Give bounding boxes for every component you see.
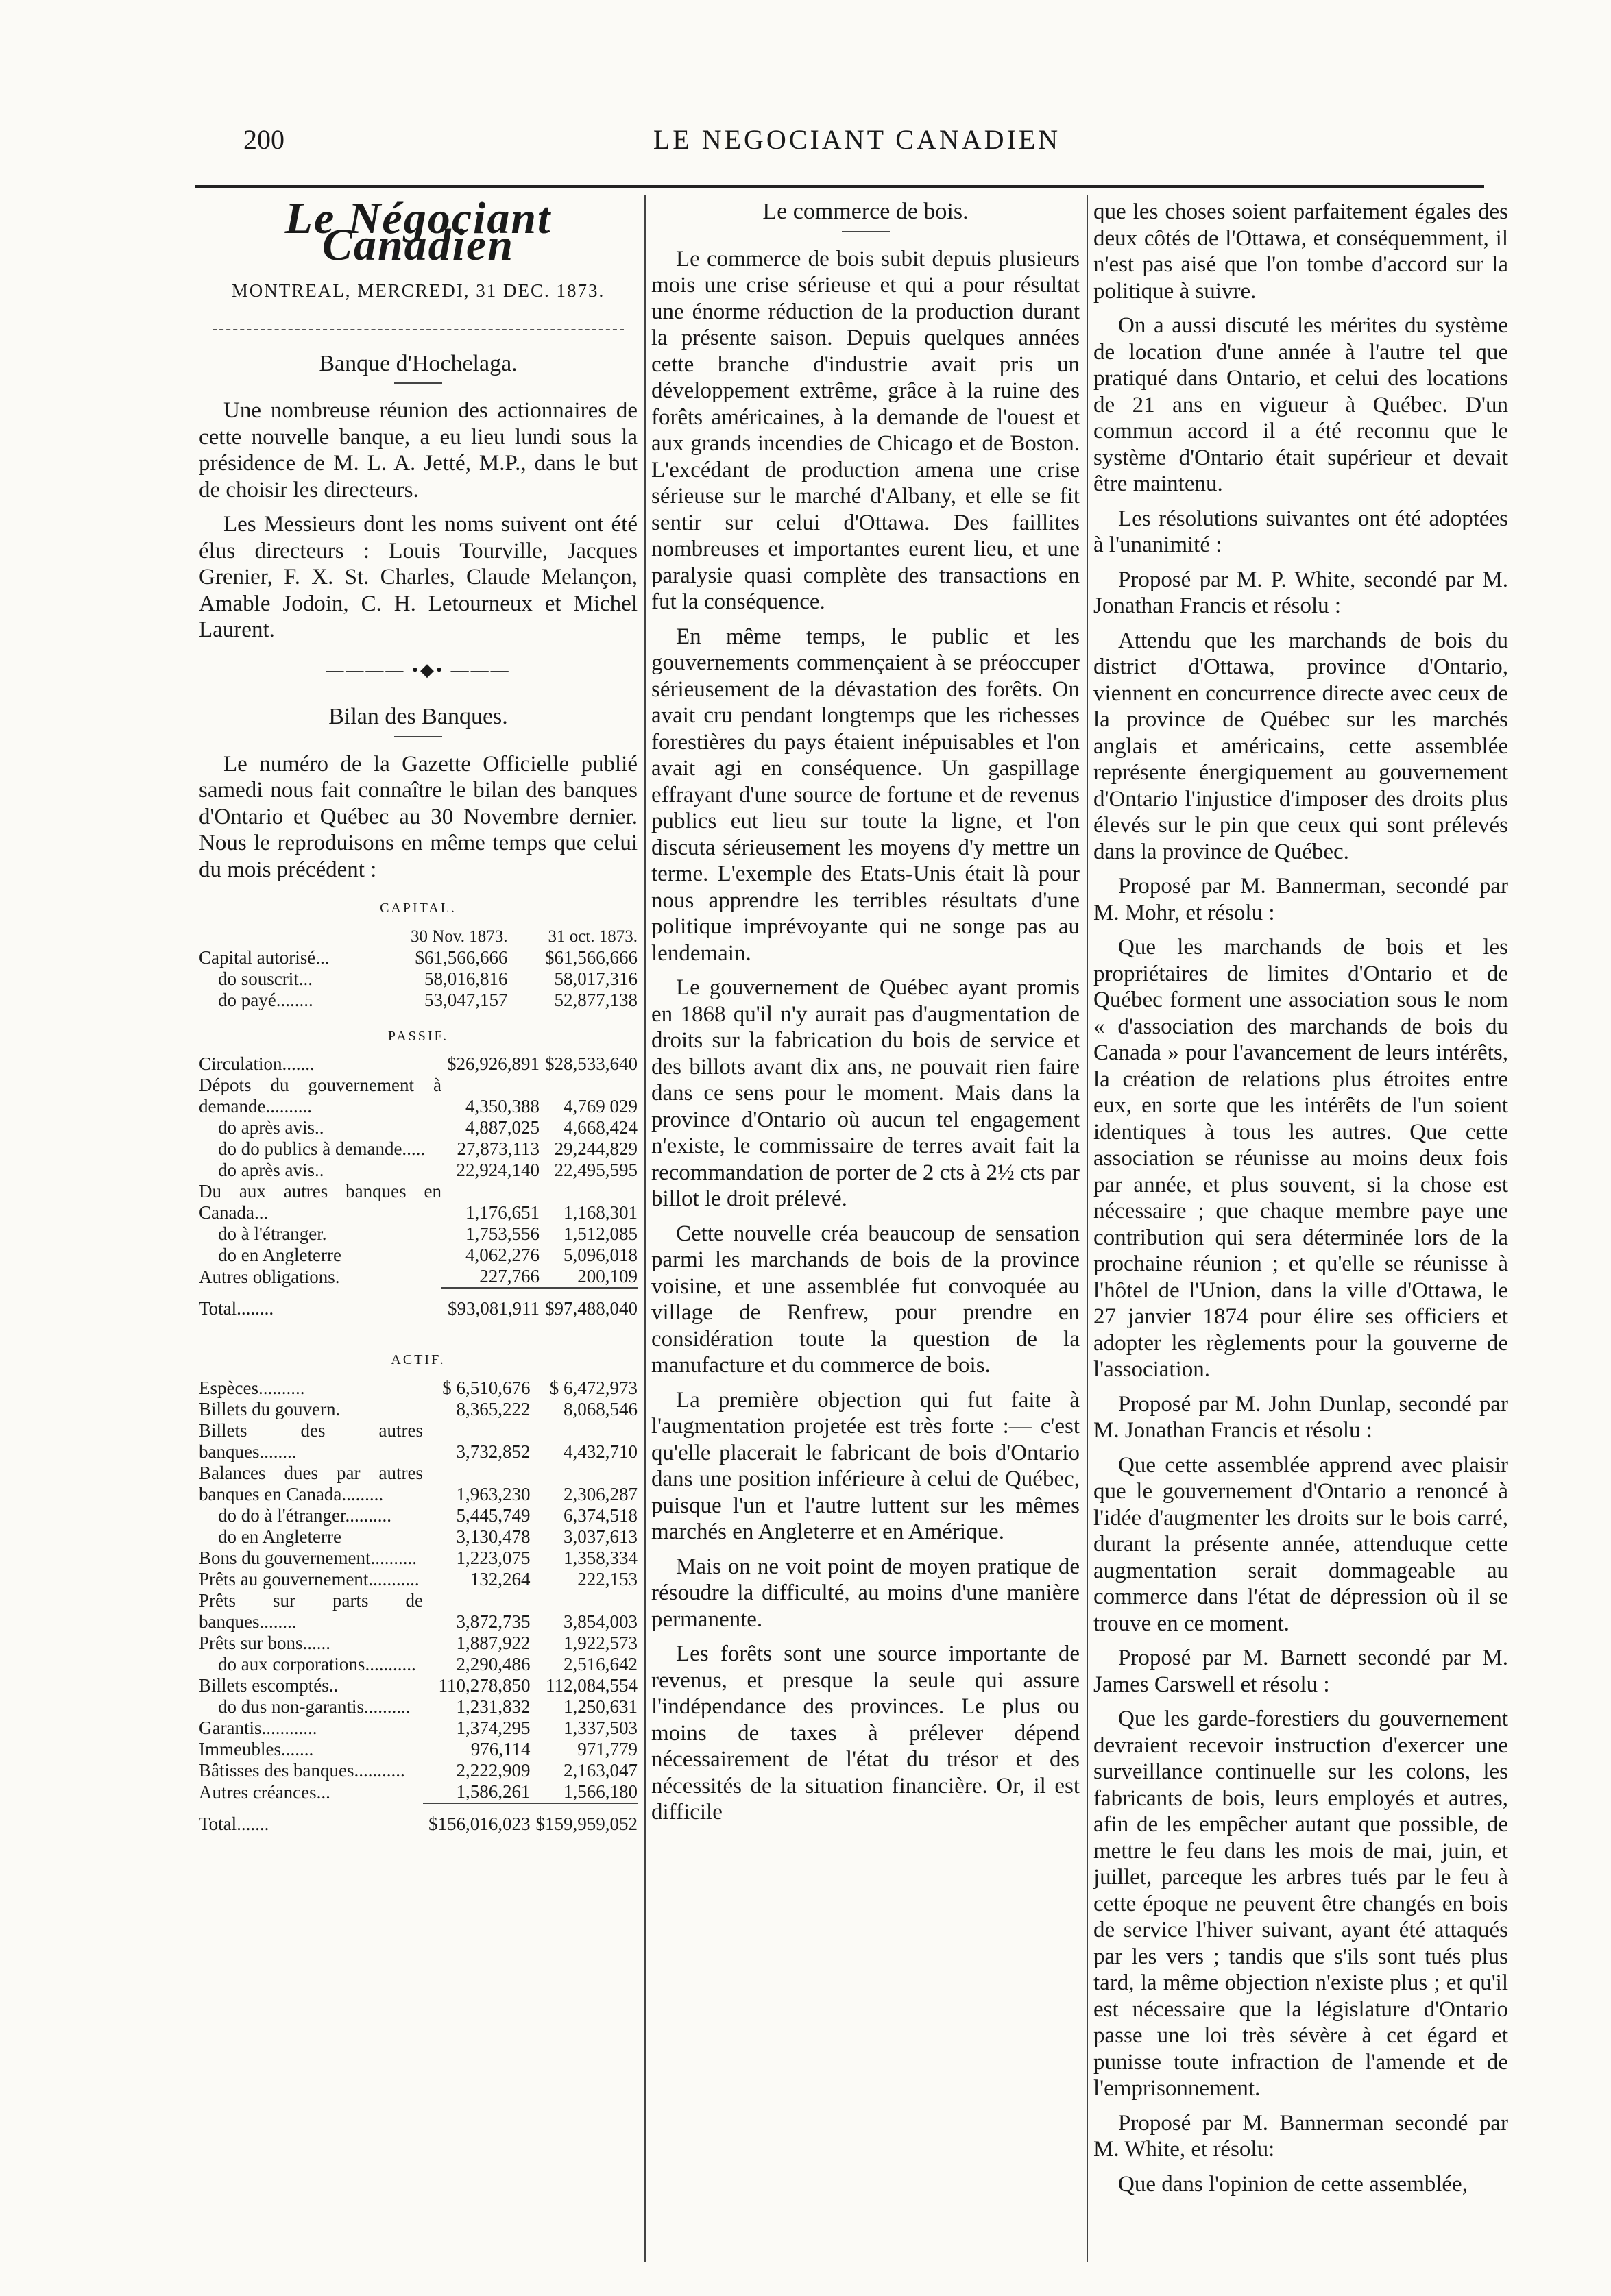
value-nov: 8,365,222	[456, 1398, 531, 1419]
table-row	[199, 1399, 638, 1420]
row-label: Billets du gouvern.	[199, 1398, 341, 1419]
table-row	[199, 1760, 638, 1781]
article-paragraph: Les Messieurs dont les noms suivent ont été élus directeurs : Louis Tourville, Jacques Grenier, F. X. St. Charles, Claude Melançon, Amable Jodoin, C. H. Letourneux et Michel Laurent.	[199, 512, 638, 642]
value-oct: 1,512,085	[564, 1223, 638, 1244]
row-label: Balances dues par autres banques en Canada.........	[199, 1462, 423, 1504]
article-paragraph: Proposé par M. Bannerman secondé par M. White, et résolu:	[1093, 2110, 1508, 2162]
table-heading-capital: CAPITAL.	[380, 901, 457, 916]
table-row	[199, 1526, 638, 1548]
table-row	[199, 1245, 638, 1266]
row-label: Billets des autres banques........	[199, 1419, 423, 1462]
value-nov: 1,374,295	[456, 1717, 531, 1738]
article-title-hochelaga: Banque d'Hochelaga.	[319, 350, 518, 376]
value-oct: 2,306,287	[564, 1483, 638, 1504]
table-row	[199, 1266, 638, 1288]
table-row	[199, 1117, 638, 1138]
article-paragraph: Que les garde-forestiers du gouvernement devraient recevoir instruction d'exercer une surveillance continuelle sur les colons, les fabricants de bois, leurs employés et autres, afin de les empêcher autant que possible, de mettre le feu dans les mois de mai, juin, et juillet, parceque les arbres tués par le feu à cette époque ne peuvent être changés en bois de service l'hiver suivant, ayant été attaqués par les vers ; tandis que s'ils sont tués plus tard, la même objection n'existe plus ; et qu'il est nécessaire que la législature d'Ontario passe une loi très sévère à cet égard et punisse toute infraction de l'amende et de l'emprisonnement.	[1093, 1707, 1508, 2101]
value-nov: 1,963,230	[456, 1483, 531, 1504]
table-row	[199, 1181, 638, 1223]
value-oct: 58,017,316	[554, 968, 638, 989]
row-label: Autres obligations.	[199, 1267, 340, 1287]
row-label: Espèces..........	[199, 1377, 305, 1398]
value-oct: 1,337,503	[564, 1717, 638, 1738]
article-paragraph: Les forêts sont une source importante de revenus, et presque la seule qui assure l'indépendance des provinces. Le plus ou moins de taxes à prélever dépend nécessairement de l'état du trésor et des nécessités de la situation financière. Or, il est difficile	[651, 1641, 1080, 1824]
value-oct: 1,168,301	[564, 1202, 638, 1223]
section-divider	[213, 329, 624, 330]
value-oct: 5,096,018	[564, 1245, 638, 1265]
row-label: do en Angleterre	[218, 1526, 341, 1547]
masthead: Le Négociant Canadien	[284, 193, 552, 270]
title-rule	[394, 382, 442, 384]
article-paragraph: On a aussi discuté les mérites du système de location d'une année à l'autre tel que pratiqué dans Ontario, et celui des locations de 21 ans en vigueur à Québec. D'un commun accord il a été reconnu que le système d'Ontario était supérieur et devait être maintenu.	[1093, 313, 1508, 496]
value-oct: 112,084,554	[546, 1674, 638, 1696]
table-row	[199, 1053, 638, 1075]
header-rule	[195, 185, 1484, 188]
row-label: Dépots du gouvernement à demande..........	[199, 1075, 441, 1116]
article-paragraph: Proposé par M. John Dunlap, secondé par M. Jonathan Francis et résolu :	[1093, 1391, 1508, 1443]
value-oct: 29,244,829	[554, 1138, 638, 1159]
value-nov: 58,016,816	[424, 968, 508, 989]
row-label: do souscrit...	[218, 968, 313, 989]
ornament-divider: ———— •◆• ———	[326, 659, 511, 680]
table-row	[199, 1505, 638, 1526]
value-nov: 22,924,140	[456, 1160, 540, 1180]
value-nov: 2,290,486	[456, 1653, 531, 1674]
table-row	[199, 1548, 638, 1569]
value-nov: $ 6,510,676	[442, 1377, 531, 1398]
article-paragraph: En même temps, le public et les gouvernements commençaient à se préoccuper sérieusement de la dévastation des forêts. On avait cru pendant longtemps que les richesses forestières du pays étaient inépuisables et l'on avait agi en conséquence. Un gaspillage effrayant d'une source de fortune et de revenus publics eut lieu sur toute la ligne, et l'on discuta sérieusement les moyens d'y mettre un terme. L'exemple des Etats-Unis était là pour nous apprendre les terribles résultats d'une politique imprévoyante qui ne songe pas au lendemain.	[651, 624, 1080, 966]
article-paragraph: Une nombreuse réunion des actionnaires de cette nouvelle banque, a eu lieu lundi sous la présidence de M. L. A. Jetté, M.P., dans le but de choisir les directeurs.	[199, 398, 638, 502]
value-nov: 3,130,478	[456, 1526, 531, 1547]
value-oct: 1,250,631	[564, 1696, 638, 1717]
value-oct: 6,374,518	[564, 1504, 638, 1526]
value-oct: 4,668,424	[564, 1117, 638, 1138]
table-row	[199, 990, 638, 1011]
total-value: $97,488,040	[540, 1288, 638, 1334]
table-row	[199, 1378, 638, 1399]
article-paragraph: que les choses soient parfaitement égales des deux côtés de l'Ottawa, et conséquemment, il n'est pas aisé que l'on tombe d'accord sur la politique à suivre.	[1093, 199, 1508, 304]
table-row	[199, 1654, 638, 1675]
value-nov: 1,586,261	[456, 1781, 531, 1802]
article-paragraph: Que les marchands de bois et les propriétaires de limites d'Ontario et de Québec forment une association sous le nom « d'association des marchands de bois du Canada » pour l'avancement de leurs intérêts, la création de relations plus étroites entre eux, en sorte que les intérêts de l'un soient identiques à tous les autres. Que cette association se réunisse au moins deux fois par année, et plus souvent, si la chose est nécessaire ; que chaque membre paye une contribution qui sera déterminée lors de la prochaine réunion ; et qu'elle se réunisse à l'hôtel de l'Union, dans la ville d'Ottawa, le 27 janvier 1874 pour élire ses officiers et adopter les règlements pour la gouverne de l'association.	[1093, 935, 1508, 1382]
title-rule	[842, 231, 890, 232]
row-label: do do publics à demande.....	[218, 1138, 426, 1159]
dateline: MONTREAL, MERCREDI, 31 DEC. 1873.	[231, 280, 605, 301]
table-row	[199, 1739, 638, 1760]
table-row	[199, 1075, 638, 1117]
table-heading-actif: ACTIF.	[391, 1352, 446, 1367]
value-oct: 971,779	[577, 1738, 638, 1759]
bank-table-capital	[199, 926, 638, 1011]
value-nov: 4,062,276	[465, 1245, 540, 1265]
value-oct: 222,153	[577, 1568, 638, 1589]
column-divider-2	[1087, 195, 1088, 2262]
total-value: $93,081,911	[441, 1288, 540, 1334]
table-row	[199, 1569, 638, 1590]
value-nov: 5,445,749	[456, 1504, 531, 1526]
table-row	[199, 968, 638, 990]
article-paragraph: Que dans l'opinion de cette assemblée,	[1118, 2171, 1468, 2197]
value-nov: $61,566,666	[415, 947, 508, 968]
row-label: Prêts sur parts de banques........	[199, 1589, 423, 1632]
value-oct: 52,877,138	[554, 989, 638, 1010]
value-oct: 200,109	[577, 1266, 638, 1286]
value-nov: 3,872,735	[456, 1611, 531, 1632]
row-label: Garantis............	[199, 1717, 317, 1738]
column-header: 31 oct. 1873.	[548, 927, 638, 946]
table-row	[199, 1590, 638, 1633]
row-label: Capital autorisé...	[199, 947, 330, 968]
article-paragraph: Mais on ne voit point de moyen pratique de résoudre la difficulté, au moins d'une manière permanente.	[651, 1554, 1080, 1632]
article-paragraph: Cette nouvelle créa beaucoup de sensation parmi les marchands de bois de la province voisine, et une assemblée fut convoquée au village de Renfrew, pour prendre en considération toute la question de la manufacture et du commerce de bois.	[651, 1221, 1080, 1378]
table-heading-passif: PASSIF.	[387, 1028, 449, 1044]
table-total-row	[199, 1288, 638, 1334]
row-label: do aux corporations...........	[218, 1653, 416, 1674]
value-oct: 3,854,003	[564, 1611, 638, 1632]
column-1	[199, 193, 638, 1850]
value-oct: 1,922,573	[564, 1632, 638, 1653]
column-2	[651, 199, 1080, 1834]
table-row	[199, 1696, 638, 1718]
row-label: Bâtisses des banques...........	[199, 1759, 405, 1781]
total-value: $159,959,052	[531, 1803, 638, 1850]
value-nov: 4,887,025	[465, 1117, 540, 1138]
value-nov: 3,732,852	[456, 1441, 531, 1462]
table-row	[199, 1463, 638, 1505]
total-value: $156,016,023	[423, 1803, 531, 1850]
row-label: do à l'étranger.	[218, 1223, 327, 1244]
value-nov: 132,264	[470, 1568, 531, 1589]
table-column-headers	[199, 926, 638, 947]
row-label: Bons du gouvernement..........	[199, 1547, 417, 1568]
bank-table-passif	[199, 1053, 638, 1334]
value-oct: 3,037,613	[564, 1526, 638, 1547]
article-paragraph: Proposé par M. P. White, secondé par M. Jonathan Francis et résolu :	[1093, 567, 1508, 618]
running-title: LE NEGOCIANT CANADIEN	[653, 124, 1061, 155]
value-oct: 4,769 029	[564, 1096, 638, 1116]
table-row	[199, 1160, 638, 1181]
table-row	[199, 1675, 638, 1696]
value-oct: $61,566,666	[545, 947, 638, 968]
value-nov: 1,176,651	[465, 1202, 540, 1223]
total-label: Total........	[199, 1298, 274, 1319]
value-nov: 110,278,850	[438, 1674, 531, 1696]
table-row	[199, 1781, 638, 1803]
row-label: do après avis..	[218, 1117, 324, 1138]
column-header: 30 Nov. 1873.	[411, 927, 508, 946]
row-label: Prêts sur bons......	[199, 1632, 331, 1653]
row-label: Circulation.......	[199, 1053, 315, 1074]
article-paragraph: Proposé par M. Barnett secondé par M. James Carswell et résolu :	[1093, 1646, 1508, 1697]
title-rule	[394, 736, 442, 737]
article-paragraph: Proposé par M. Bannerman, secondé par M. Mohr, et résolu :	[1093, 874, 1508, 925]
value-nov: 976,114	[470, 1738, 531, 1759]
value-nov: 1,231,832	[456, 1696, 531, 1717]
article-paragraph: Les résolutions suivantes ont été adoptées à l'unanimité :	[1093, 506, 1508, 557]
table-total-row	[199, 1803, 638, 1850]
row-label: Billets escomptés..	[199, 1674, 339, 1696]
row-label: do dus non-garantis..........	[218, 1696, 411, 1717]
article-paragraph: Le commerce de bois subit depuis plusieurs mois une crise sérieuse et qui a pour résultat une énorme réduction de la production durant la présente saison. Depuis quelques années cette branche d'industrie avait pris un développement extrême, grâce à la ruine des forêts américaines, à la demande de l'ouest et aux grands incendies de Chicago et de Boston. L'excédant de production amena une crise sérieuse sur le marché d'Albany, et elle se fit sentir sur celui d'Ottawa. Des faillites nombreuses et importantes eurent lieu, et une paralysie quasi complète des transactions en fut la conséquence.	[651, 246, 1080, 614]
value-oct: 1,358,334	[564, 1547, 638, 1568]
page-header	[243, 123, 1470, 164]
table-row	[199, 1138, 638, 1160]
value-nov: 27,873,113	[457, 1138, 540, 1159]
row-label: do do à l'étranger..........	[218, 1504, 392, 1526]
value-nov: $26,926,891	[447, 1053, 540, 1074]
row-label: do payé........	[218, 989, 313, 1010]
row-label: Prêts au gouvernement...........	[199, 1568, 420, 1589]
table-row	[199, 1718, 638, 1739]
total-label: Total.......	[199, 1813, 269, 1834]
column-divider-1	[644, 195, 646, 2262]
row-label: Du aux autres banques en Canada...	[199, 1181, 441, 1223]
article-title-bilan: Bilan des Banques.	[328, 704, 508, 729]
value-nov: 1,223,075	[456, 1547, 531, 1568]
page-number: 200	[243, 124, 284, 155]
value-nov: 4,350,388	[465, 1096, 540, 1116]
value-nov: 1,753,556	[465, 1223, 540, 1244]
value-oct: 1,566,180	[564, 1781, 638, 1802]
article-paragraph: Attendu que les marchands de bois du district d'Ottawa, province d'Ontario, viennent en concurrence directe avec ceux de la province de Québec sur les marchés anglais et américains, cette assemblée représente énergiquement au gouvernement d'Ontario l'injustice d'imposer des droits plus élevés sur le pin que ceux qui sont prélevés dans la province de Québec.	[1093, 628, 1508, 864]
value-oct: $ 6,472,973	[549, 1377, 638, 1398]
value-oct: $28,533,640	[545, 1053, 638, 1074]
table-row	[199, 947, 638, 968]
article-paragraph: Le gouvernement de Québec ayant promis en 1868 qu'il n'y aurait pas d'augmentation de droits sur la fabrication du bois de service et des billots avant dix ans, ne pouvait rien faire dans ce sens pour le moment. Mais dans la province d'Ontario où aucun tel engagement n'existe, le commissaire de terres avait fait la recommandation de porter de 2 cts à 2½ cts par billot le droit prélevé.	[651, 975, 1080, 1211]
value-nov: 53,047,157	[424, 989, 508, 1010]
table-row	[199, 1223, 638, 1245]
value-oct: 4,432,710	[564, 1441, 638, 1462]
row-label: do après avis..	[218, 1160, 324, 1180]
table-row	[199, 1420, 638, 1463]
value-oct: 8,068,546	[564, 1398, 638, 1419]
bank-table-actif	[199, 1378, 638, 1850]
value-oct: 2,516,642	[564, 1653, 638, 1674]
table-row	[199, 1633, 638, 1654]
article-paragraph: Le numéro de la Gazette Officielle publié samedi nous fait connaître le bilan des banques d'Ontario et Québec au 30 Novembre dernier. Nous le reproduisons en même temps que celui du mois précédent :	[199, 751, 638, 882]
column-3	[1093, 199, 1508, 2206]
value-oct: 2,163,047	[564, 1759, 638, 1781]
row-label: do en Angleterre	[218, 1245, 341, 1265]
value-nov: 1,887,922	[456, 1632, 531, 1653]
value-nov: 2,222,909	[456, 1759, 531, 1781]
article-paragraph: La première objection qui fut faite à l'augmentation projetée est très forte :— c'est qu'elle placerait le fabricant de bois d'Ontario dans une position inférieure à celui de Québec, puisque l'un et l'autre luttent sur les mêmes marchés en Angleterre et en Amérique.	[651, 1387, 1080, 1544]
value-nov: 227,766	[479, 1266, 540, 1286]
article-title-bois: Le commerce de bois.	[762, 199, 969, 224]
row-label: Autres créances...	[199, 1781, 330, 1803]
article-paragraph: Que cette assemblée apprend avec plaisir que le gouvernement d'Ontario a renoncé à l'idée d'augmenter les droits sur le bois carré, durant la présente année, attenduque cette augmentation serait dommageable au commerce dans l'état de dépression où il se trouve en ce moment.	[1093, 1452, 1508, 1636]
row-label: Immeubles.......	[199, 1738, 314, 1759]
value-oct: 22,495,595	[554, 1160, 638, 1180]
